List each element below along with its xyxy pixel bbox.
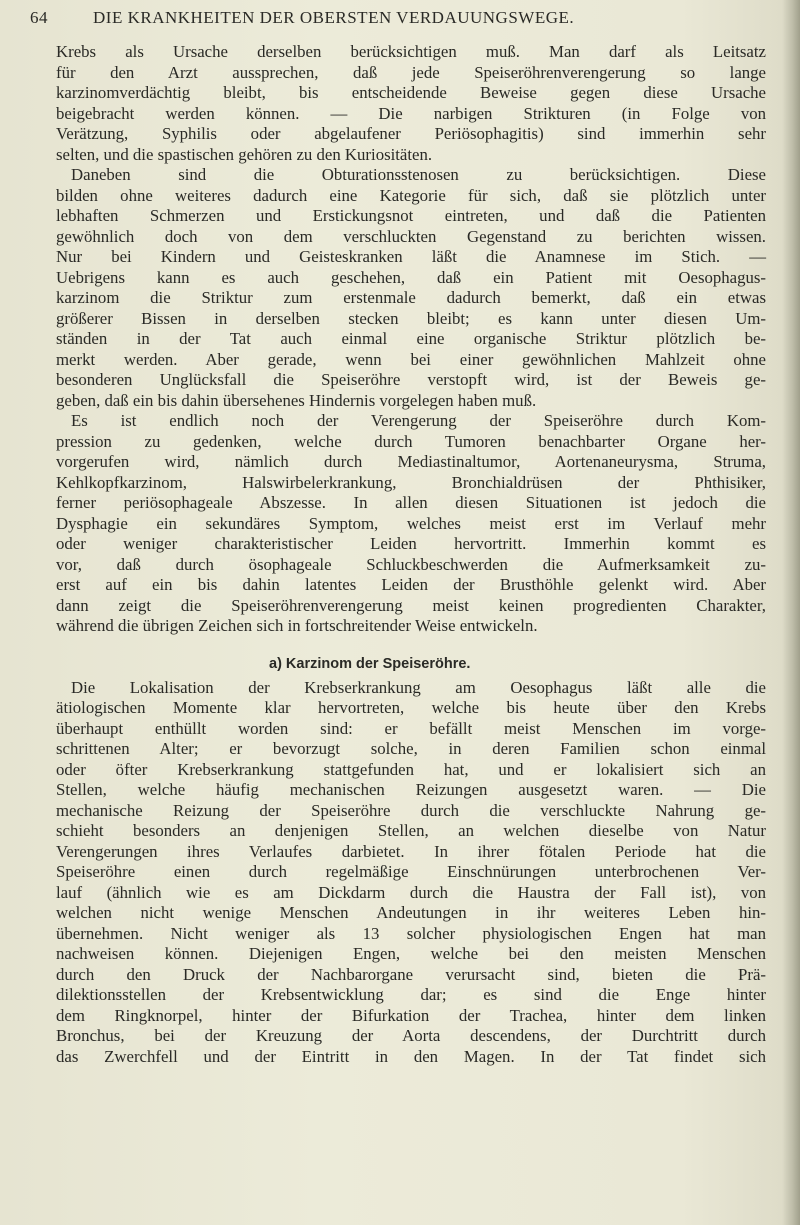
text-line: während die übrigen Zeichen sich in fortschreitender Weise entwickeln. <box>56 616 538 635</box>
text-line: Stellen, welche häufig mechanischen Reizungen ausgesetzt waren. — Die <box>56 780 766 799</box>
text-line: durch den Druck der Nachbarorgane verursacht sind, bieten die Prä- <box>56 964 766 984</box>
text-line: das Zwerchfell und der Eintritt in den Magen. In der Tat findet sich <box>56 1046 766 1066</box>
text-line: nachweisen können. Diejenigen Engen, welche bei den meisten Menschen <box>56 944 766 963</box>
text-line: karzinomverdächtig bleibt, bis entscheidende Beweise gegen diese Ursache <box>56 83 766 102</box>
page-edge-shadow <box>782 0 800 1225</box>
text-line: Verengerungen ihres Verlaufes darbietet. In ihrer fötalen Periode hat die <box>56 841 766 861</box>
text-line: Daneben sind die Obturationsstenosen zu berücksichtigen. Diese <box>71 165 766 184</box>
text-line: übernehmen. Nicht weniger als 13 solcher physiologischen Engen hat man <box>56 923 766 943</box>
text-line: bilden ohne weiteres dadurch eine Kategorie für sich, daß sie plötzlich unter <box>56 185 766 205</box>
text-line: Nur bei Kindern und Geisteskranken läßt die Anamnese im Stich. — <box>56 247 766 266</box>
text-line: lauf (ähnlich wie es am Dickdarm durch die Haustra der Fall ist), von <box>56 882 766 902</box>
text-line: Es ist endlich noch der Verengerung der Speiseröhre durch Kom- <box>71 411 766 430</box>
text-line: Kehlkopfkarzinom, Halswirbelerkrankung, Bronchialdrüsen der Phthisiker, <box>56 472 766 492</box>
text-line: ätiologischen Momente klar hervortreten, welche bis heute über den Krebs <box>56 698 766 717</box>
text-line: dilektionsstellen der Krebsentwicklung dar; es sind die Enge hinter <box>56 985 766 1004</box>
text-line: Speiseröhre einen durch regelmäßige Einschnürungen unterbrochenen Ver- <box>56 862 766 881</box>
text-line: ferner periösophageale Abszesse. In allen diesen Situationen ist jedoch die <box>56 493 766 512</box>
text-line: pression zu gedenken, welche durch Tumoren benachbarter Organe her- <box>56 431 766 451</box>
text-line: schrittenen Alter; er bevorzugt solche, in deren Familien schon einmal <box>56 739 766 758</box>
running-head: DIE KRANKHEITEN DER OBERSTEN VERDAUUNGSWEGE. <box>93 8 575 27</box>
text-line: Krebs als Ursache derselben berücksichtigen muß. Man darf als Leitsatz <box>56 42 766 61</box>
text-line: ständen in der Tat auch einmal eine organische Striktur plötzlich be- <box>56 329 766 348</box>
text-line: lebhaften Schmerzen und Erstickungsnot eintreten, und daß die Patienten <box>56 206 766 225</box>
text-line: geben, daß ein bis dahin übersehenes Hindernis vorgelegen haben muß. <box>56 390 537 410</box>
text-line: Dysphagie ein sekundäres Symptom, welches meist erst im Verlauf mehr <box>56 513 766 533</box>
text-line: beigebracht werden können. — Die narbigen Strikturen (in Folge von <box>56 103 766 123</box>
text-line: gewöhnlich doch von dem verschluckten Gegenstand zu berichten wissen. <box>56 226 766 246</box>
text-line: mechanische Reizung der Speiseröhre durch die verschluckte Nahrung ge- <box>56 800 766 820</box>
text-line: Die Lokalisation der Krebserkrankung am Oesophagus läßt alle die <box>71 677 766 697</box>
text-line: Uebrigens kann es auch geschehen, daß ein Patient mit Oesophagus- <box>56 267 766 287</box>
text-line: dann zeigt die Speiseröhrenverengerung meist keinen progredienten Charakter, <box>56 595 766 615</box>
text-line: schieht besonders an denjenigen Stellen, an welchen dieselbe von Natur <box>56 821 766 840</box>
text-line: überhaupt enthüllt worden sind: er befällt meist Menschen im vorge- <box>56 718 766 738</box>
body-text <box>56 42 766 1067</box>
page-number: 64 <box>30 8 48 27</box>
text-line: merkt werden. Aber gerade, wenn bei einer gewöhnlichen Mahlzeit ohne <box>56 349 766 369</box>
text-line: welchen nicht wenige Menschen Andeutungen in ihr weiteres Leben hin- <box>56 903 766 922</box>
page-header <box>30 8 770 32</box>
text-line: selten, und die spastischen gehören zu den Kuriositäten. <box>56 144 433 164</box>
spacer <box>56 637 766 650</box>
text-line: Verätzung, Syphilis oder abgelaufener Periösophagitis) sind immerhin sehr <box>56 124 766 143</box>
text-line: erst auf ein bis dahin latentes Leiden der Brusthöhle gelenkt wird. Aber <box>56 575 766 594</box>
text-line: für den Arzt aussprechen, daß jede Speiseröhrenverengerung so lange <box>56 62 766 82</box>
text-line: vor, daß durch ösophageale Schluckbeschwerden die Aufmerksamkeit zu- <box>56 554 766 574</box>
text-line: Bronchus, bei der Kreuzung der Aorta descendens, der Durchtritt durch <box>56 1026 766 1045</box>
text-line: dem Ringknorpel, hinter der Bifurkation der Trachea, hinter dem linken <box>56 1005 766 1025</box>
section-heading: a) Karzinom der Speiseröhre. <box>269 655 471 672</box>
text-line: besonderen Unglücksfall die Speiseröhre verstopft wird, ist der Beweis ge- <box>56 370 766 389</box>
text-line: oder weniger charakteristischer Leiden hervortritt. Immerhin kommt es <box>56 534 766 553</box>
text-line: karzinom die Striktur zum erstenmale dadurch bemerkt, daß ein etwas <box>56 288 766 307</box>
text-line: oder öfter Krebserkrankung stattgefunden hat, und er lokalisiert sich an <box>56 759 766 779</box>
text-line: vorgerufen wird, nämlich durch Mediastinaltumor, Aortenaneurysma, Struma, <box>56 452 766 471</box>
text-line: größerer Bissen in derselben stecken bleibt; es kann unter diesen Um- <box>56 308 766 328</box>
